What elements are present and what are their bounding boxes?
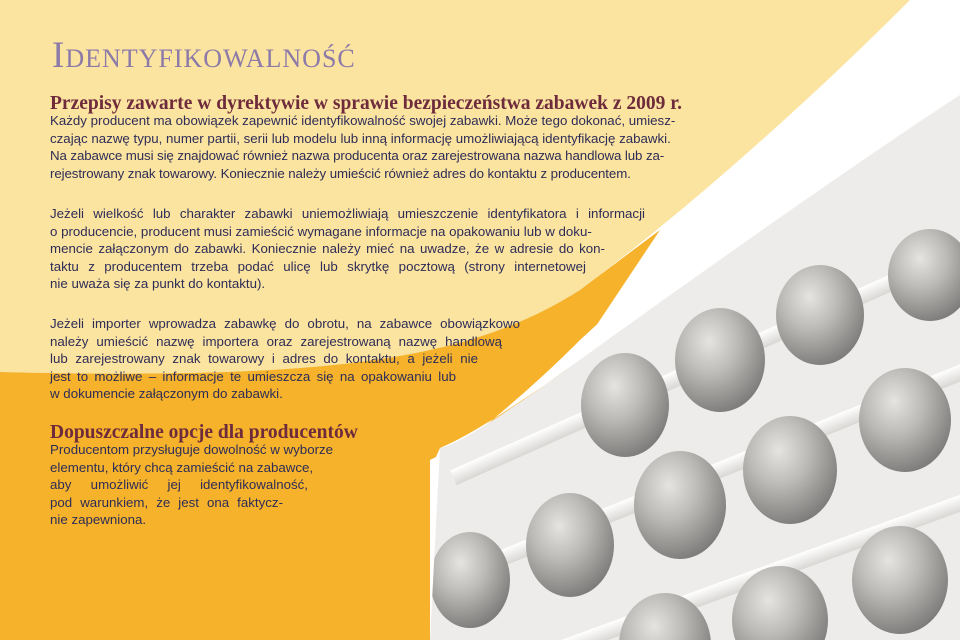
section-heading-directive: Przepisy zawarte w dyrektywie w sprawie bezpieczeństwa zabawek z 2009 r.: [50, 93, 682, 114]
text-line: nie zapewniona.: [50, 512, 147, 527]
text-line: czając nazwę typu, numer partii, serii lub modelu lub inną informację umożliwiającą identyfikację zabawki.: [50, 130, 671, 146]
section-heading-options: Dopuszczalne opcje dla producentów: [50, 422, 358, 443]
paragraph-manufacturer-options: [50, 441, 334, 529]
text-line: lub zarejestrowany znak towarowy i adres do kontaktu, a jeżeli nie: [50, 351, 478, 366]
text-line: należy umieścić nazwę importera oraz zarejestrowaną nazwę handlową: [50, 333, 502, 349]
paragraph-importer: [50, 315, 520, 403]
text-line: rejestrowany znak towarowy. Koniecznie należy umieścić również adres do kontaktu z producentem.: [50, 165, 631, 181]
text-line: jest to możliwe – informacje te umieszcza się na opakowaniu lub: [50, 368, 456, 384]
text-line: taktu z producentem trzeba podać ulicę lub skrytkę pocztową (strony internetowej: [50, 258, 586, 274]
text-line: aby umożliwić jej identyfikowalność,: [50, 477, 308, 492]
text-line: elementu, który chcą zamieścić na zabawce,: [50, 459, 314, 475]
text-line: Jeżeli importer wprowadza zabawkę do obrotu, na zabawce obowiązkowo: [50, 316, 520, 331]
text-line: Producentom przysługuje dowolność w wyborze: [50, 442, 334, 457]
page-title: Identyfikowalność: [52, 35, 356, 76]
text-line: Każdy producent ma obowiązek zapewnić identyfikowalność swojej zabawki. Może tego dokonać, umiesz-: [50, 113, 676, 128]
text-line: w dokumencie załączonym do zabawki.: [50, 386, 283, 401]
paragraph-size-exception: [50, 205, 645, 293]
text-line: o producencie, producent musi zamieścić wymagane informacje na opakowaniu lub w doku-: [50, 223, 592, 239]
text-line: mencie załączonym do zabawki. Koniecznie należy mieć na uwadze, że w adresie do kon-: [50, 241, 605, 256]
text-line: Jeżeli wielkość lub charakter zabawki uniemożliwiają umieszczenie identyfikatora i informacji: [50, 206, 645, 221]
text-line: Na zabawce musi się znajdować również nazwa producenta oraz zarejestrowana nazwa handlowa lub za-: [50, 148, 665, 163]
text-line: pod warunkiem, że jest ona faktycz-: [50, 494, 283, 510]
paragraph-identification-requirements: [50, 112, 676, 182]
text-line: nie uważa się za punkt do kontaktu).: [50, 276, 266, 291]
